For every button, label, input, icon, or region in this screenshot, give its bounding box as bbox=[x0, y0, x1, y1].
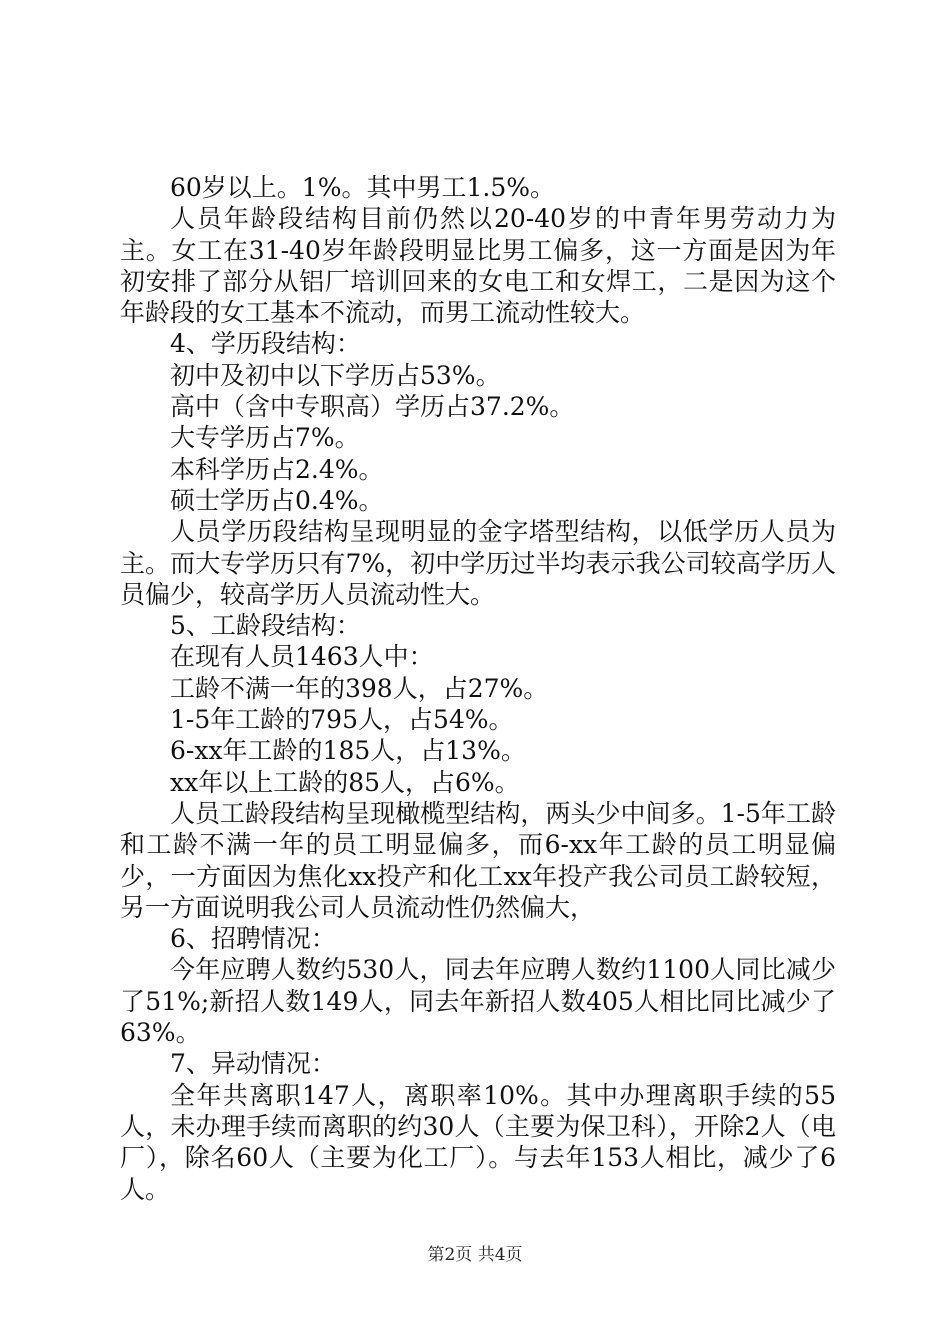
paragraph: 1-5年工龄的795人，占54%。 bbox=[170, 705, 514, 735]
page-number-footer: 第2页 共4页 bbox=[427, 1245, 523, 1265]
paragraph: 高中（含中专职高）学历占37.2%。 bbox=[170, 392, 575, 422]
paragraph: 在现有人员1463人中： bbox=[170, 642, 434, 672]
section-heading: 5、工龄段结构： bbox=[170, 611, 361, 641]
section-heading: 7、异动情况： bbox=[170, 1049, 336, 1079]
paragraph: 今年应聘人数约530人，同去年应聘人数约1100人同比减少了51%;新招人数149人，同去年新招人数405人相比同比减少了63%。 bbox=[120, 955, 836, 1048]
paragraph: 人员年龄段结构目前仍然以20-40岁的中青年男劳动力为主。女工在31-40岁年龄段明显比男工偏多，这一方面是因为年初安排了部分从铝厂培训回来的女电工和女焊工，二是因为这个年龄段的女工基本不流动，而男工流动性较大。 bbox=[120, 204, 836, 328]
paragraph: 人员学历段结构呈现明显的金字塔型结构，以低学历人员为主。而大专学历只有7%，初中学历过半均表示我公司较高学历人员偏少，较高学历人员流动性大。 bbox=[120, 517, 836, 609]
paragraph: 人员工龄段结构呈现橄榄型结构，两头少中间多。1-5年工龄和工龄不满一年的员工明显偏多，而6-xx年工龄的员工明显偏少，一方面因为焦化xx投产和化工xx年投产我公司员工龄较短，另一方面说明我公司人员流动性仍然偏大， bbox=[120, 798, 836, 922]
paragraph: 初中及初中以下学历占53%。 bbox=[170, 360, 501, 390]
document-body bbox=[120, 172, 836, 1205]
paragraph: 本科学历占2.4%。 bbox=[170, 454, 384, 484]
paragraph: xx年以上工龄的85人，占6%。 bbox=[170, 767, 520, 797]
paragraph: 硕士学历占0.4%。 bbox=[170, 485, 384, 515]
paragraph: 6-xx年工龄的185人，占13%。 bbox=[170, 736, 526, 766]
paragraph: 工龄不满一年的398人，占27%。 bbox=[170, 673, 549, 703]
paragraph: 全年共离职147人，离职率10%。其中办理离职手续的55人，未办理手续而离职的约30人（主要为保卫科），开除2人（电厂），除名60人（主要为化工厂）。与去年153人相比，减少了6人。 bbox=[120, 1080, 836, 1204]
paragraph: 大专学历占7%。 bbox=[170, 423, 360, 453]
section-heading: 6、招聘情况： bbox=[170, 924, 336, 954]
section-heading: 4、学历段结构： bbox=[170, 329, 361, 359]
paragraph: 60岁以上。1%。其中男工1.5%。 bbox=[170, 173, 555, 202]
